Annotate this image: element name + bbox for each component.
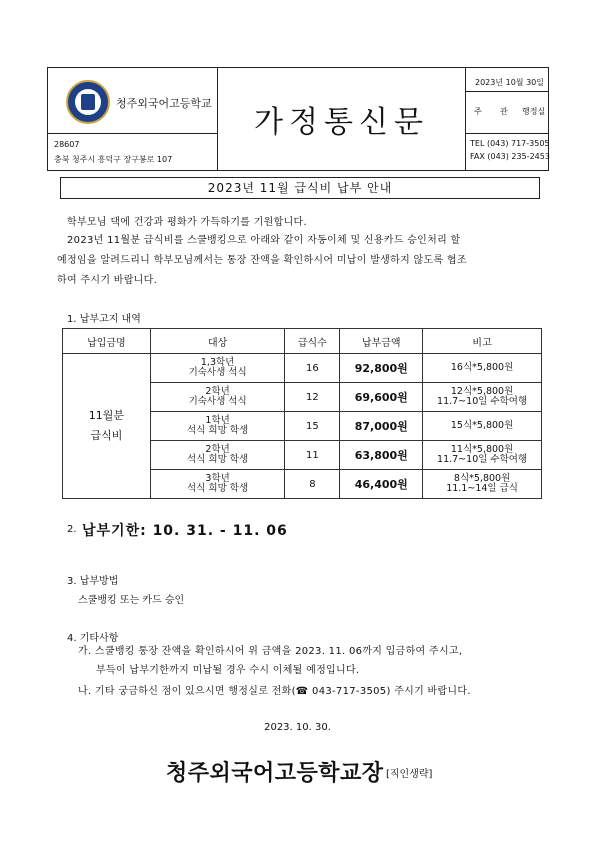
tel-number: TEL (043) 717-3505	[470, 139, 550, 148]
item-name-cell	[63, 354, 151, 499]
notice-title: 2023년 11월 급식비 납부 안내	[60, 177, 540, 199]
note-cell: 15식*5,800원	[423, 412, 542, 441]
intro-line-1: 학부모님 댁에 건강과 평화가 가득하기를 기원합니다.	[67, 217, 307, 228]
amount-cell: 46,400원	[340, 470, 423, 499]
meals-cell: 8	[285, 470, 340, 499]
header-cell-target: 대상	[150, 329, 285, 354]
target-cell: 1학년 석식 희망 학생	[150, 412, 285, 441]
header-cell-meals: 급식수	[285, 329, 340, 354]
signature-principal: 청주외국어고등학교장	[166, 761, 384, 786]
note-cell: 16식*5,800원	[423, 354, 542, 383]
target-cell: 3학년 석식 희망 학생	[150, 470, 285, 499]
school-emblem-icon	[66, 80, 110, 124]
other-item-a-line-1: 가. 스쿨뱅킹 통장 잔액을 확인하시어 위 금액을 2023. 11. 06까지 입금하여 주시고,	[78, 646, 463, 657]
item-name-line-2: 급식비	[90, 429, 123, 442]
target-cell: 2학년 기숙사생 석식	[150, 383, 285, 412]
section-2-number: 2.	[67, 524, 77, 535]
dept-label-1: 주	[474, 107, 482, 116]
payment-deadline: 납부기한: 10. 31. - 11. 06	[82, 523, 288, 539]
school-name: 청주외국어고등학교	[116, 97, 212, 110]
fax-number: FAX (043) 235-2453	[470, 152, 550, 161]
table-header-row	[63, 329, 542, 354]
intro-line-3: 예정임을 알려드리니 학부모님께서는 통장 잔액을 확인하시어 미납이 발생하지 않도록 협조	[57, 255, 467, 266]
item-name-line-1: 11월분	[88, 409, 125, 422]
meals-cell: 12	[285, 383, 340, 412]
document-title: 가정통신문	[254, 105, 429, 140]
fee-table	[62, 328, 542, 499]
sign-date: 2023. 10. 30.	[264, 722, 331, 733]
dept-value: 행정실	[522, 107, 546, 116]
section-4-title: 4. 기타사항	[67, 633, 119, 644]
section-3-title: 3. 납부방법	[67, 576, 119, 587]
other-item-b: 나. 기타 궁금하신 점이 있으시면 행정실로 전화(☎ 043-717-3505) 주시기 바랍니다.	[78, 686, 471, 697]
document-date: 2023년 10월 30일	[475, 78, 544, 87]
note-cell: 12식*5,800원 11.7~10일 수학여행	[423, 383, 542, 412]
meals-cell: 15	[285, 412, 340, 441]
payment-method: 스쿨뱅킹 또는 카드 승인	[78, 595, 185, 606]
amount-cell: 87,000원	[340, 412, 423, 441]
header-cell-amount: 납부금액	[340, 329, 423, 354]
target-cell: 1,3학년 기숙사생 석식	[150, 354, 285, 383]
amount-cell: 69,600원	[340, 383, 423, 412]
note-cell: 11식*5,800원 11.7~10일 수학여행	[423, 441, 542, 470]
header-cell-item: 납입금명	[63, 329, 151, 354]
amount-cell: 63,800원	[340, 441, 423, 470]
section-1-title: 1. 납부고지 내역	[67, 314, 141, 325]
dept-label-2: 관	[500, 107, 508, 116]
other-item-a-line-2: 부득이 납부기한까지 미납될 경우 수시 이체될 예정입니다.	[96, 665, 360, 676]
target-cell: 2학년 석식 희망 학생	[150, 441, 285, 470]
school-address: 충북 청주시 흥덕구 장구봉로 107	[54, 155, 173, 164]
note-cell: 8식*5,800원 11.1~14일 급식	[423, 470, 542, 499]
header-cell-note: 비고	[423, 329, 542, 354]
seal-omitted-note: [직인생략]	[386, 769, 433, 780]
postal-code: 28607	[54, 140, 80, 149]
table-row	[63, 354, 542, 383]
letterhead	[47, 67, 549, 171]
intro-line-2: 2023년 11월분 급식비를 스쿨뱅킹으로 아래와 같이 자동이체 및 신용카드 승인처리 할	[67, 235, 461, 246]
meals-cell: 11	[285, 441, 340, 470]
meals-cell: 16	[285, 354, 340, 383]
amount-cell: 92,800원	[340, 354, 423, 383]
intro-line-4: 하여 주시기 바랍니다.	[57, 275, 158, 286]
